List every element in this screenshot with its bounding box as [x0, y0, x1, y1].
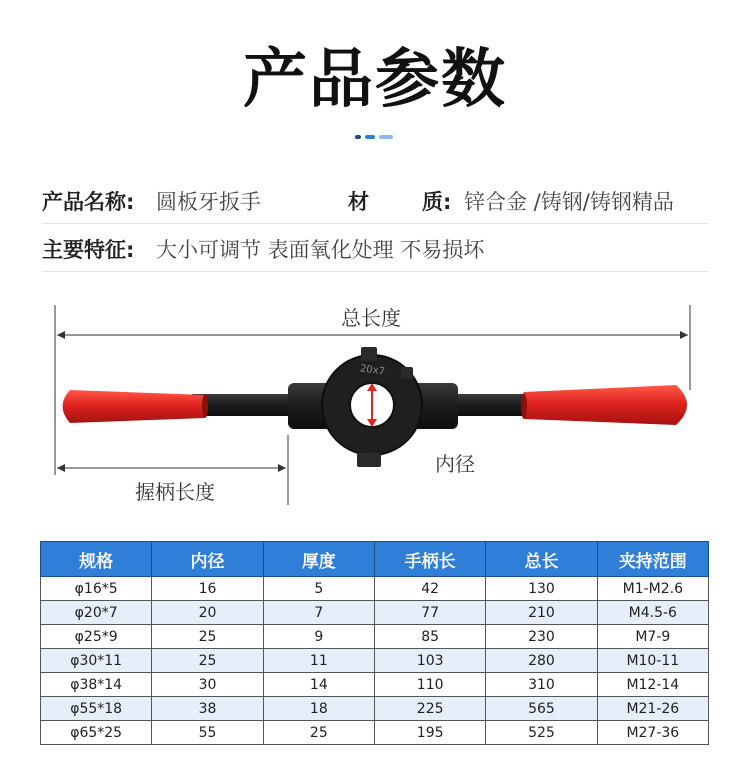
total-length-label: 总长度 — [341, 306, 401, 330]
header-clamp-range: 夹持范围 — [597, 542, 708, 577]
material-label-part2: 质: — [422, 190, 452, 214]
table-cell: M21-26 — [597, 697, 708, 721]
table-row — [41, 649, 709, 673]
table-cell: 225 — [374, 697, 485, 721]
table-cell: M12-14 — [597, 673, 708, 697]
product-name-label: 产品名称: — [42, 190, 135, 214]
table-cell: 525 — [486, 721, 597, 745]
product-name-value: 圆板牙扳手 — [156, 190, 261, 214]
table-row — [41, 601, 709, 625]
left-red-grip — [63, 390, 209, 423]
table-row — [41, 721, 709, 745]
table-cell: 18 — [263, 697, 374, 721]
header-handle-length: 手柄长 — [374, 542, 485, 577]
table-row — [41, 697, 709, 721]
features-value: 大小可调节 表面氧化处理 不易损坏 — [156, 238, 485, 262]
table-cell: 85 — [374, 625, 485, 649]
table-cell: 25 — [152, 649, 263, 673]
info-row-features — [42, 229, 708, 272]
table-cell: M10-11 — [597, 649, 708, 673]
table-cell: φ20*7 — [41, 601, 152, 625]
table-header-row — [41, 542, 709, 577]
table-cell: 310 — [486, 673, 597, 697]
table-cell: 77 — [374, 601, 485, 625]
table-cell: φ25*9 — [41, 625, 152, 649]
table-cell: φ16*5 — [41, 577, 152, 601]
die-stamp-text: 20x7 — [359, 363, 386, 378]
table-cell: 25 — [152, 625, 263, 649]
table-cell: 565 — [486, 697, 597, 721]
header-total-length: 总长 — [486, 542, 597, 577]
table-cell: 210 — [486, 601, 597, 625]
table-cell: 30 — [152, 673, 263, 697]
right-red-grip — [521, 385, 687, 425]
table-cell: 230 — [486, 625, 597, 649]
table-cell: 7 — [263, 601, 374, 625]
header-spec: 规格 — [41, 542, 152, 577]
inner-diameter-label: 内径 — [435, 452, 475, 476]
table-cell: 280 — [486, 649, 597, 673]
spec-table — [40, 541, 709, 745]
table-cell: M7-9 — [597, 625, 708, 649]
table-row — [41, 577, 709, 601]
material-value: 锌合金 /铸钢/铸钢精品 — [464, 190, 674, 214]
table-cell: 55 — [152, 721, 263, 745]
table-cell: 5 — [263, 577, 374, 601]
table-cell: 130 — [486, 577, 597, 601]
table-cell: 9 — [263, 625, 374, 649]
material-label-part1: 材 — [348, 190, 369, 214]
table-cell: 14 — [263, 673, 374, 697]
table-cell: 16 — [152, 577, 263, 601]
table-cell: M1-M2.6 — [597, 577, 708, 601]
table-cell: φ38*14 — [41, 673, 152, 697]
die-wrench-diagram — [0, 295, 750, 515]
table-cell: φ65*25 — [41, 721, 152, 745]
table-cell: 110 — [374, 673, 485, 697]
table-cell: 11 — [263, 649, 374, 673]
table-row — [41, 673, 709, 697]
handle-length-label: 握柄长度 — [135, 480, 215, 504]
table-cell: 103 — [374, 649, 485, 673]
header-thickness: 厚度 — [263, 542, 374, 577]
table-cell: 195 — [374, 721, 485, 745]
page-title: 产品参数 — [243, 43, 507, 117]
info-row-name-material — [42, 181, 708, 224]
table-cell: 42 — [374, 577, 485, 601]
table-cell: 20 — [152, 601, 263, 625]
header-inner-diameter: 内径 — [152, 542, 263, 577]
table-row — [41, 625, 709, 649]
table-cell: M4.5-6 — [597, 601, 708, 625]
table-cell: φ30*11 — [41, 649, 152, 673]
table-cell: M27-36 — [597, 721, 708, 745]
features-label: 主要特征: — [42, 238, 135, 262]
table-cell: 38 — [152, 697, 263, 721]
table-cell: φ55*18 — [41, 697, 152, 721]
table-cell: 25 — [263, 721, 374, 745]
